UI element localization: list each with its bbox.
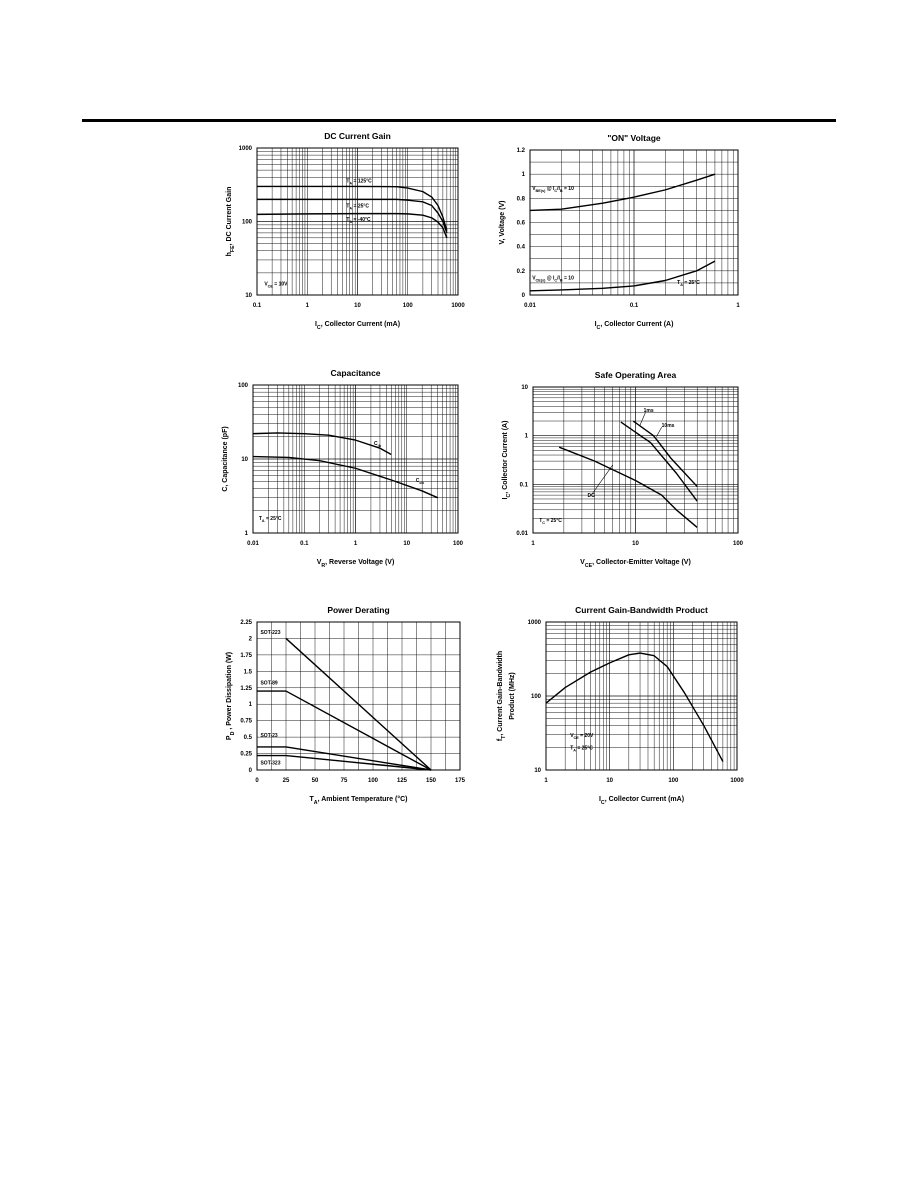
annotation-label: 10ms [661, 423, 675, 430]
y-tick-label: 0.6 [516, 220, 525, 227]
x-tick-label: 10 [632, 541, 639, 547]
y-tick-label: 1.2 [516, 148, 525, 154]
x-tick-label: 175 [454, 778, 466, 784]
x-tick-label: 1000 [451, 303, 465, 309]
y-tick-label: 10 [521, 385, 528, 391]
dc-current-gain-chart [200, 128, 480, 331]
annotation-label: DC [587, 492, 595, 499]
y-tick-label: 10 [241, 457, 248, 463]
chart-title: Capacitance [330, 368, 381, 378]
x-tick-label: 125 [396, 778, 408, 784]
annotation-label: $V_{CE} = 10V$ [264, 281, 288, 289]
y-tick-label: 2.25 [240, 620, 252, 626]
x-tick-label: 75 [340, 778, 348, 784]
y-tick-label: 0.4 [516, 244, 525, 251]
x-axis-label: $I_C$, Collector Current (mA) [314, 321, 401, 331]
y-tick-label: 0.25 [240, 751, 252, 758]
x-axis-label: $I_C$, Collector Current (mA) [598, 796, 685, 806]
capacitance-chart [208, 366, 488, 569]
y-tick-label: 1 [521, 172, 525, 179]
y-tick-label: 1 [244, 531, 248, 537]
chart-title: DC Current Gain [324, 131, 391, 141]
header-rule [82, 119, 836, 122]
gain-bandwidth-chart [486, 603, 766, 806]
x-axis-label: $V_R$, Reverse Voltage (V) [316, 559, 395, 569]
y-axis-label: $h_{FE}$, DC Current Gain [226, 186, 236, 257]
x-axis-label: $V_{CE}$, Collector-Emitter Voltage (V) [580, 559, 691, 569]
x-tick-label: 0 [255, 778, 259, 784]
annotation-label: 1ms [643, 407, 654, 414]
annotation-label: $V_{CE} = 20V$ [570, 732, 594, 740]
annotation-label: SOT-223 [260, 629, 281, 636]
chart-title: Safe Operating Area [594, 370, 677, 380]
on-voltage-chart [488, 128, 768, 331]
x-tick-label: 0.01 [524, 303, 536, 309]
power-derating-chart [206, 603, 486, 806]
series-line-1 [253, 433, 391, 455]
y-axis-label-line2: Product (MHz) [509, 672, 516, 720]
y-tick-label: 1 [248, 702, 252, 709]
series-line-2 [621, 422, 697, 501]
x-axis-label: $T_A$, Ambient Temperature (°C) [309, 796, 408, 806]
annotation-label: $T_C = 25^\circ C$ [539, 517, 562, 525]
y-axis-label: $I_C$, Collector Current (A) [502, 420, 512, 500]
y-tick-label: 100 [237, 383, 248, 389]
x-tick-label: 25 [282, 778, 290, 784]
annotation-label: $T_A = 125^\circ C$ [346, 178, 372, 186]
x-tick-label: 10 [403, 541, 411, 547]
x-axis-label: $I_C$, Collector Current (A) [594, 321, 674, 331]
x-tick-label: 100 [452, 541, 464, 547]
x-tick-label: 10 [606, 778, 614, 784]
y-tick-label: 100 [241, 219, 252, 226]
y-tick-label: 0.2 [516, 268, 525, 275]
x-tick-label: 1000 [730, 778, 744, 784]
y-axis-label: C, Capacitance (pF) [222, 426, 229, 492]
x-tick-label: 1 [736, 303, 740, 309]
x-tick-label: 0.1 [629, 303, 639, 309]
annotation-label: SOT-23 [260, 733, 278, 740]
y-tick-label: 1 [524, 433, 528, 440]
x-tick-label: 1 [305, 303, 309, 309]
x-tick-label: 100 [402, 303, 413, 309]
annotation-label: $C_{ob}$ [415, 477, 424, 485]
y-tick-label: 0 [521, 293, 525, 299]
chart-title: Power Derating [327, 605, 390, 615]
annotation-label: $V_{CE(s)}$ @ $I_C/I_B = 10$ [532, 275, 574, 283]
y-tick-label: 0.75 [240, 718, 252, 725]
x-tick-label: 1 [544, 778, 548, 784]
y-tick-label: 10 [534, 768, 541, 774]
y-tick-label: 0.01 [516, 531, 528, 537]
y-tick-label: 0.5 [243, 735, 252, 742]
x-tick-label: 100 [668, 778, 679, 784]
x-tick-label: 1 [531, 541, 535, 547]
annotation-label: $C_{ib}$ [374, 440, 382, 448]
series-line-3 [559, 447, 697, 527]
y-tick-label: 1.25 [240, 685, 252, 692]
annotation-label: $T_A = 25^\circ C$ [258, 515, 282, 523]
y-tick-label: 1000 [527, 620, 541, 626]
grid [533, 387, 738, 533]
y-tick-label: 0.1 [519, 482, 528, 489]
annotation-label: SOT-89 [260, 680, 278, 687]
series-line-2 [253, 457, 438, 498]
x-tick-label: 0.1 [300, 541, 309, 547]
annotation-leader [640, 412, 646, 425]
y-tick-label: 1.5 [243, 669, 252, 676]
y-tick-label: 1000 [238, 146, 252, 152]
safe-operating-area-chart [486, 366, 766, 569]
y-tick-label: 2 [248, 636, 252, 643]
x-tick-label: 0.1 [252, 303, 262, 309]
x-tick-label: 10 [354, 303, 361, 309]
annotation-label: $T_A = 25^\circ C$ [570, 745, 593, 753]
annotation-label: $T_A = 25^\circ C$ [677, 280, 700, 288]
series-line-1 [633, 421, 697, 487]
annotation-label: SOT-323 [260, 760, 281, 767]
x-tick-label: 1 [353, 541, 358, 547]
y-axis-label: V, Voltage (V) [499, 200, 506, 245]
y-tick-label: 100 [530, 694, 541, 700]
x-tick-label: 100 [367, 778, 379, 784]
y-tick-label: 1.75 [240, 652, 252, 659]
annotation-leader [656, 427, 661, 437]
x-tick-label: 150 [425, 778, 437, 784]
y-tick-label: 10 [245, 293, 252, 299]
series-line-1 [530, 174, 715, 210]
x-tick-label: 100 [732, 541, 744, 547]
x-tick-label: 0.01 [247, 541, 259, 547]
chart-title: Current Gain-Bandwidth Product [575, 605, 708, 615]
annotation-label: $T_A = 25^\circ C$ [346, 203, 370, 211]
y-axis-label: $P_D$ , Power Dissipation (W) [226, 651, 236, 741]
y-tick-label: 0.8 [516, 196, 525, 203]
grid [253, 385, 458, 533]
y-axis-label: $f_T$, Current Gain-Bandwidth [497, 650, 507, 742]
x-tick-label: 50 [311, 778, 319, 784]
y-tick-label: 0 [248, 768, 252, 774]
annotation-label: $T_A = -40^\circ C$ [346, 216, 371, 224]
chart-title: "ON" Voltage [607, 133, 661, 143]
grid [530, 150, 738, 295]
annotation-label: $V_{BE(s)}$ @ $I_C/I_B = 10$ [532, 185, 574, 193]
